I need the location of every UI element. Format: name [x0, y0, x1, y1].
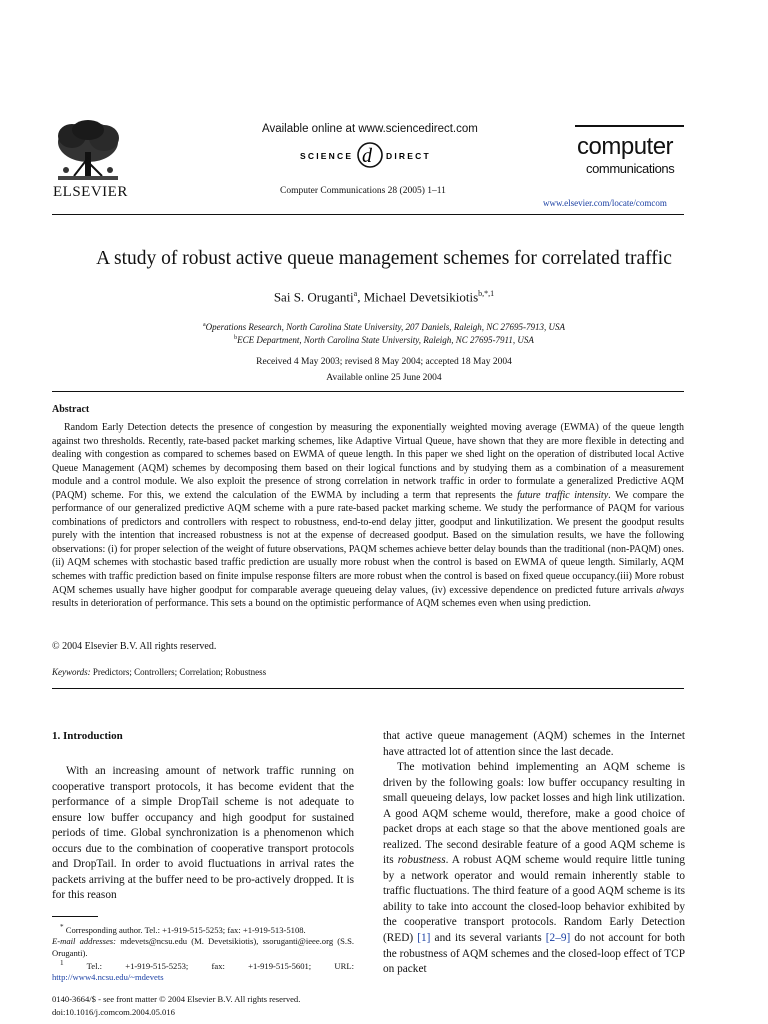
- intro-right-emphasis: robustness: [397, 854, 446, 867]
- intro-right-part-b: . A robust AQM scheme would require little tuning by a network operator and would remain inherently stable to traffic fluctuations. The third feature of a good AQM scheme is its ability to take into account the closed-loop behavior exhibited by the cooperative transport protocols. Random Early Detection (RED): [383, 854, 686, 945]
- intro-right-column-continuation: that active queue management (AQM) schemes in the Internet have attracted lot of attention since the last decade.: [383, 730, 685, 758]
- journal-logo-communications: communications: [586, 161, 675, 176]
- journal-reference: Computer Communications 28 (2005) 1–11: [280, 186, 446, 196]
- journal-logo-rule: [575, 125, 684, 127]
- abstract-part-2: . We compare the performance of our generalized predictive AQM scheme with a pure rate-based packet marking scheme. We study the performance of PAQM for various combinations of predictors and controllers with respect to robustness, end-to-end delay jitter, goodput and linkutilization. We present the goodput results purely with the intention that increased robustness is not at the expense of decreased goodput. Based on the simulation results, we have the following observations: (i) for proper selection of the weight of future observations, PAQM schemes achieve better delay bounds than the traditional (non-PAQM) ones. (ii) AQM schemes with stochastic based traffic prediction are usually more robust when the control is based on EWMA of queue length. Similarly, AQM schemes with traffic prediction based on finite impulse response filters are more robust when the control is based on fixed queue occupancy.(iii) More robust AQM schemes usually have higher goodput for comparable average queueing delay values, (iv) excessive dependence on predicted future arrivals: [52, 489, 684, 596]
- affiliation-a-mark: a: [203, 322, 206, 328]
- journal-logo-computer: computer: [577, 133, 674, 160]
- publisher-name: ELSEVIER: [53, 184, 128, 200]
- sciencedirect-logo-right: DIRECT: [386, 151, 431, 161]
- affiliation-b-mark: b: [234, 335, 238, 341]
- online-date: Available online 25 June 2004: [326, 373, 442, 383]
- sciencedirect-logo-mark: d: [362, 145, 372, 167]
- footnote-2-text: Tel.: +1-919-515-5253; fax: +1-919-515-5601; URL:: [63, 960, 354, 971]
- affiliation-a-text: Operations Research, North Carolina State University, 207 Daniels, Raleigh, NC 27695-7913, USA: [205, 322, 565, 332]
- affiliation-b-text: ECE Department, North Carolina State University, Raleigh, NC 27695-7911, USA: [237, 335, 534, 345]
- abstract-heading: Abstract: [52, 404, 90, 415]
- reference-link-2-9[interactable]: [2–9]: [545, 932, 571, 945]
- keywords-text: Predictors; Controllers; Correlation; Robustness: [90, 667, 267, 677]
- intro-right-part-d: do not account for both the robustness of AQM schemes and the closed-loop effect of TCP on packet: [383, 932, 685, 976]
- footnote-email-label: E-mail addresses:: [52, 936, 117, 947]
- footnote-email-addresses: mdevets@ncsu.edu (M. Devetsikiotis), ssoruganti@ieee.org (S.S. Oruganti).: [52, 936, 355, 958]
- affiliation-a: [52, 322, 716, 332]
- received-dates: Received 4 May 2003; revised 8 May 2004; accepted 18 May 2004: [256, 357, 512, 367]
- footnote-2-mark: 1: [60, 959, 64, 967]
- footnote-author-contact: [52, 958, 354, 984]
- abstract-bottom-divider: [52, 688, 684, 689]
- footnote-1-text: Corresponding author. Tel.: +1-919-515-5253; fax: +1-919-513-5108.: [63, 924, 306, 935]
- front-matter-text: 0140-3664/$ - see front matter © 2004 Elsevier B.V. All rights reserved.: [52, 994, 301, 1004]
- reference-link-1[interactable]: [1]: [417, 932, 431, 945]
- abstract-text: [52, 421, 684, 611]
- available-online-text[interactable]: Available online at www.sciencedirect.com: [262, 123, 478, 135]
- doi-text: doi:10.1016/j.comcom.2004.05.016: [52, 1007, 175, 1017]
- author-2: Michael Devetsikiotis: [363, 289, 479, 305]
- intro-right-part-c: and its several variants: [430, 932, 546, 945]
- author-separator: ,: [357, 289, 364, 305]
- abstract-part-1: Random Early Detection detects the presence of congestion by measuring the exponentially weighted moving average (EWMA) of the queue length against two thresholds. Recently, rate-based packet marking schemes, like Adaptive Virtual Queue, have shown that they are more flexible in detecting and dealing with congestion as compared to schemes based on EWMA of queue length. In this paper we shed light on the operation of distributed local Active Queue Management (AQM) schemes by decomposing them based on their logical functions and by studying them as a combination of a measurement module and a control module. We also exploit the presence of strong correlation in network traffic in order to formulate a generalized Predictive AQM (PAQM) scheme. For this, we extend the calculation of the EWMA by including a term that represents the: [52, 422, 684, 501]
- author-1-affil-mark: a: [353, 289, 358, 298]
- author-list: [52, 289, 716, 305]
- abstract-emphasis-2: always: [656, 584, 684, 596]
- abstract-part-3: results in deterioration of performance. This sets a bound on the optimistic performance of AQM schemes even when using prediction.: [52, 598, 591, 610]
- intro-right-column-paragraph: [383, 760, 685, 978]
- footnote-corresponding-author: [52, 922, 354, 959]
- front-matter: [52, 993, 300, 1019]
- paper-title: A study of robust active queue management schemes for correlated traffic: [96, 248, 672, 269]
- section-heading-introduction: 1. Introduction: [52, 730, 123, 742]
- footnote-divider: [52, 916, 98, 917]
- sciencedirect-logo: [300, 140, 440, 170]
- keywords-label: Keywords:: [52, 667, 91, 677]
- header-divider: [52, 214, 684, 215]
- footnote-url-link[interactable]: http://www4.ncsu.edu/~mdevets: [52, 972, 164, 983]
- abstract-top-divider: [52, 391, 684, 392]
- author-1: Sai S. Oruganti: [273, 289, 354, 305]
- journal-url-link[interactable]: www.elsevier.com/locate/comcom: [543, 198, 667, 208]
- abstract-emphasis-1: future traffic intensity: [517, 489, 609, 501]
- intro-left-column: With an increasing amount of network traffic running on cooperative transport protocols, it has become evident that the performance of a simple DropTail scheme is not adequate to ensure low buffer occupancy and high goodput for sustained periods of time. Global synchronization is a phenomenon which occurs due to the combination of cooperative transport protocols and DropTail. In order to avoid fluctuations in arrival rates the packets arriving at the buffer need to be pro-actively dropped. It is for this reason: [52, 765, 354, 902]
- keywords-line: [52, 667, 266, 677]
- abstract-copyright: © 2004 Elsevier B.V. All rights reserved.: [52, 641, 217, 652]
- sciencedirect-logo-left: SCIENCE: [300, 151, 354, 161]
- affiliation-b: [52, 335, 716, 345]
- footnote-1-mark: *: [60, 923, 64, 931]
- author-2-affil-mark: b,*,1: [478, 289, 495, 298]
- intro-right-part-a: The motivation behind implementing an AQM scheme is driven by the following goals: low buffer occupancy resulting in small queueing delays, low packet losses and high link utilization. A good AQM scheme would, therefore, make a good choice of packet drops at each stage so that the above mentioned goals are realized. The second desirable feature of a good AQM scheme is its: [383, 761, 685, 867]
